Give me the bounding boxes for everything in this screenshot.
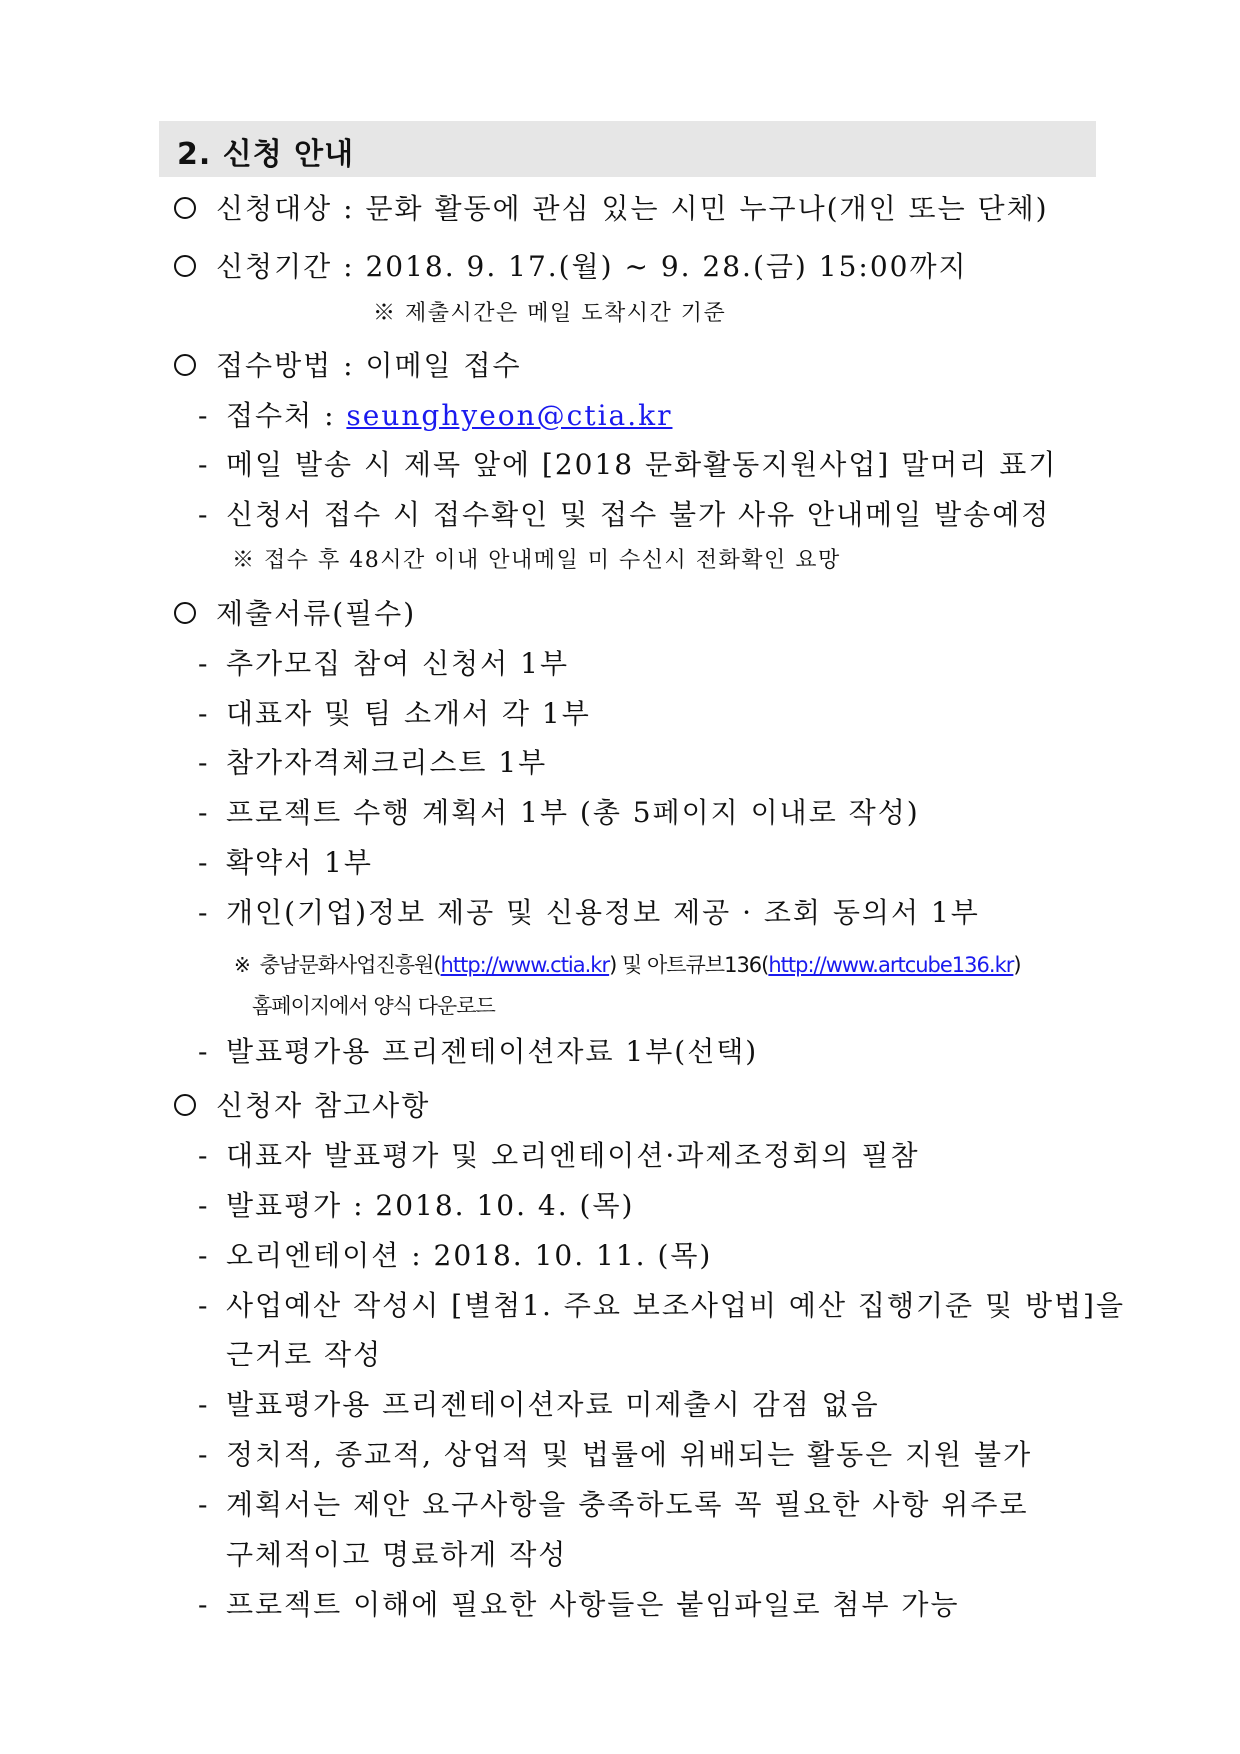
section-title: 2. 신청 안내 <box>177 137 355 172</box>
notes-item-text: 정치적, 종교적, 상업적 및 법률에 위배되는 활동은 지원 불가 <box>226 1438 1033 1471</box>
docs-item-text: 참가자격체크리스트 1부 <box>226 746 548 779</box>
notes-row <box>174 1084 430 1124</box>
docs-item: - 참가자격체크리스트 1부 <box>198 746 548 779</box>
method-row <box>174 344 522 384</box>
docs-item-text: 대표자 및 팀 소개서 각 1부 <box>226 697 591 730</box>
notes-item-text: 발표평가 : 2018. 10. 4. (목) <box>226 1189 635 1222</box>
notes-item: - 대표자 발표평가 및 오리엔테이션·과제조정회의 필참 <box>198 1139 920 1172</box>
notes-item-text: 사업예산 작성시 [별첨1. 주요 보조사업비 예산 집행기준 및 방법]을 <box>226 1289 1126 1322</box>
docs-item-text: 개인(기업)정보 제공 및 신용정보 제공 · 조회 동의서 1부 <box>226 896 980 929</box>
subject-row: - 메일 발송 시 제목 앞에 [2018 문화활동지원사업] 말머리 표기 <box>198 448 1058 481</box>
notes-item: - 정치적, 종교적, 상업적 및 법률에 위배되는 활동은 지원 불가 <box>198 1438 1033 1471</box>
period-row <box>174 245 968 285</box>
docs-item: - 대표자 및 팀 소개서 각 1부 <box>198 697 591 730</box>
subject-text: 메일 발송 시 제목 앞에 [2018 문화활동지원사업] 말머리 표기 <box>226 448 1058 481</box>
circle-bullet-icon <box>174 354 196 376</box>
confirm-text: 신청서 접수 시 접수확인 및 접수 불가 사유 안내메일 발송예정 <box>226 498 1051 531</box>
note-mark: ※ <box>234 953 250 977</box>
circle-bullet-icon <box>174 255 196 277</box>
note-mid: ) 및 아트큐브136( <box>609 953 769 977</box>
method-value: 이메일 접수 <box>365 349 522 382</box>
notes-item-text: 대표자 발표평가 및 오리엔테이션·과제조정회의 필참 <box>226 1139 920 1172</box>
notes-item: - 사업예산 작성시 [별첨1. 주요 보조사업비 예산 집행기준 및 방법]을 <box>198 1289 1126 1322</box>
email-link[interactable]: seunghyeon@ctia.kr <box>346 399 673 432</box>
note-end: ) <box>1013 953 1021 977</box>
circle-bullet-icon <box>174 1094 196 1116</box>
notes-item: - 발표평가 : 2018. 10. 4. (목) <box>198 1189 635 1222</box>
docs-item-text: 추가모집 참여 신청서 1부 <box>226 647 569 680</box>
docs-optional: - 발표평가용 프리젠테이션자료 1부(선택) <box>198 1035 759 1068</box>
notes-item: - 오리엔테이션 : 2018. 10. 11. (목) <box>198 1239 713 1272</box>
docs-optional-text: 발표평가용 프리젠테이션자료 1부(선택) <box>226 1035 759 1068</box>
dest-label: 접수처 <box>226 399 314 432</box>
docs-item-text: 확약서 1부 <box>226 846 373 879</box>
download-note <box>234 949 1021 979</box>
dest-row: - 접수처 : seunghyeon@ctia.kr <box>198 399 673 432</box>
artcube-link[interactable]: http://www.artcube136.kr <box>768 953 1014 977</box>
docs-item: - 추가모집 참여 신청서 1부 <box>198 647 569 680</box>
notes-item-continued: 근거로 작성 <box>226 1338 383 1371</box>
period-value: 2018. 9. 17.(월) ~ 9. 28.(금) 15:00까지 <box>365 250 968 283</box>
target-value: 문화 활동에 관심 있는 시민 누구나(개인 또는 단체) <box>365 192 1049 225</box>
circle-bullet-icon <box>174 197 196 219</box>
notes-item-text: 프로젝트 이해에 필요한 사항들은 붙임파일로 첨부 가능 <box>226 1588 960 1621</box>
notes-item-text: 발표평가용 프리젠테이션자료 미제출시 감점 없음 <box>226 1388 880 1421</box>
docs-item-text: 프로젝트 수행 계획서 1부 (총 5페이지 이내로 작성) <box>226 796 920 829</box>
notes-item: - 계획서는 제안 요구사항을 충족하도록 꼭 필요한 사항 위주로 <box>198 1488 1029 1521</box>
target-row <box>174 187 1049 227</box>
docs-item: - 프로젝트 수행 계획서 1부 (총 5페이지 이내로 작성) <box>198 796 920 829</box>
dest-sep: : <box>324 399 336 432</box>
ctia-link[interactable]: http://www.ctia.kr <box>440 953 610 977</box>
notes-item-text: 계획서는 제안 요구사항을 충족하도록 꼭 필요한 사항 위주로 <box>226 1488 1029 1521</box>
docs-item: - 개인(기업)정보 제공 및 신용정보 제공 · 조회 동의서 1부 <box>198 896 980 929</box>
download-note-line2: 홈페이지에서 양식 다운로드 <box>252 994 495 1018</box>
period-label: 신청기간 <box>216 250 333 283</box>
notes-item-text: 오리엔테이션 : 2018. 10. 11. (목) <box>226 1239 713 1272</box>
method-note: ※ 접수 후 48시간 이내 안내메일 미 수신시 전화확인 요망 <box>232 548 841 573</box>
confirm-row: - 신청서 접수 시 접수확인 및 접수 불가 사유 안내메일 발송예정 <box>198 498 1051 531</box>
circle-bullet-icon <box>174 602 196 624</box>
notes-item: - 발표평가용 프리젠테이션자료 미제출시 감점 없음 <box>198 1388 880 1421</box>
docs-row <box>174 592 416 632</box>
notes-item-continued: 구체적이고 명료하게 작성 <box>226 1538 568 1571</box>
notes-item: - 프로젝트 이해에 필요한 사항들은 붙임파일로 첨부 가능 <box>198 1588 960 1621</box>
notes-label: 신청자 참고사항 <box>216 1089 431 1122</box>
section-header <box>159 121 1096 177</box>
method-label: 접수방법 <box>216 349 333 382</box>
period-note: ※ 제출시간은 메일 도착시간 기준 <box>373 301 727 326</box>
docs-item: - 확약서 1부 <box>198 846 373 879</box>
docs-label: 제출서류(필수) <box>216 597 417 630</box>
org-ctia: 충남문화사업진흥원( <box>259 953 441 977</box>
target-sep: : <box>343 192 355 225</box>
target-label: 신청대상 <box>216 192 333 225</box>
period-sep: : <box>343 250 355 283</box>
method-sep: : <box>343 349 355 382</box>
